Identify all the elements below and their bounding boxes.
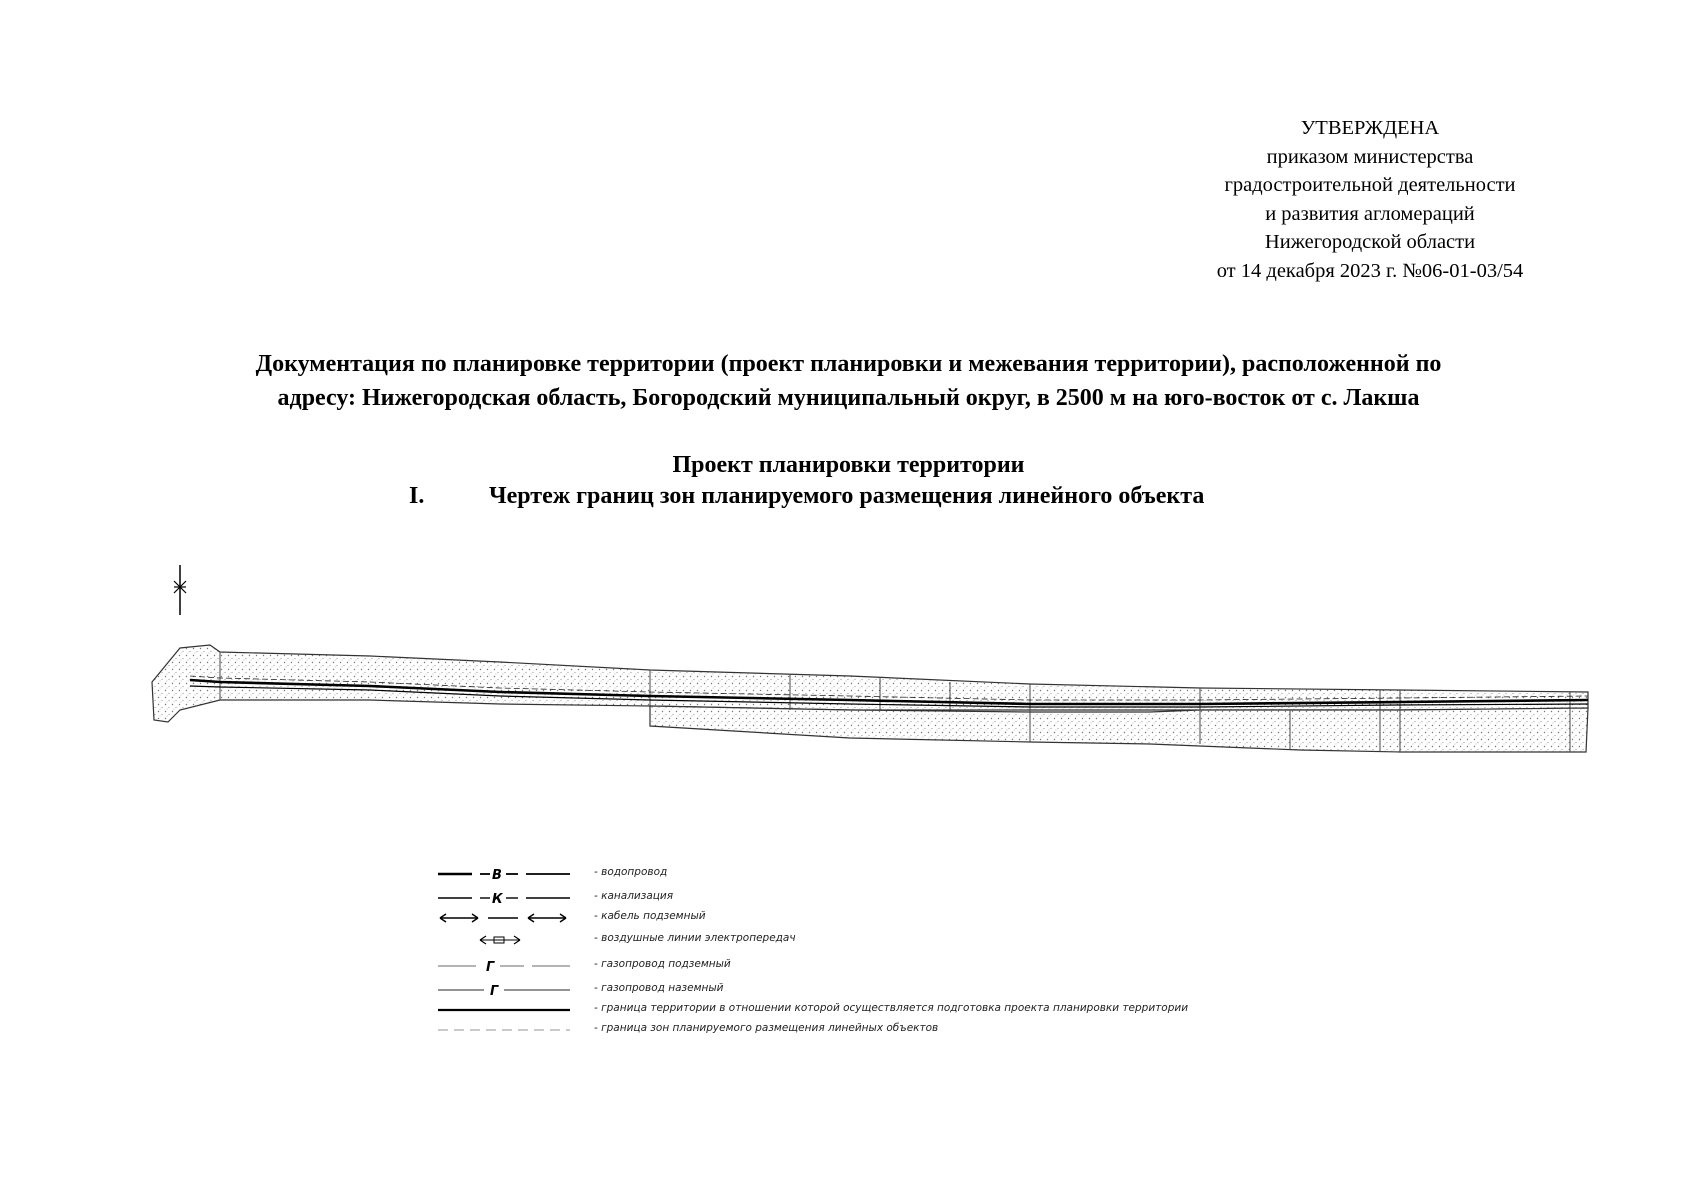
approval-block bbox=[1160, 114, 1580, 285]
surface-gas-pipe-symbol bbox=[436, 978, 571, 1000]
site-plan-drawing bbox=[150, 640, 1590, 758]
overhead-power-line-symbol bbox=[436, 928, 571, 950]
territory-zone-lower bbox=[650, 706, 1588, 752]
legend-item-overhead-power-line bbox=[436, 928, 1336, 950]
water-pipe-symbol bbox=[436, 862, 571, 884]
legend-label: - водопровод bbox=[594, 866, 668, 878]
legend-label: - газопровод подземный bbox=[594, 958, 731, 970]
approval-date-number: от 14 декабря 2023 г. №06-01-03/54 bbox=[1216, 259, 1524, 282]
planning-territory-boundary-symbol bbox=[436, 998, 571, 1020]
legend bbox=[436, 862, 1336, 1042]
legend-symbol-letter: Г bbox=[490, 984, 499, 999]
legend-symbol-letter: Г bbox=[486, 960, 495, 975]
legend-item-underground-cable bbox=[436, 906, 1336, 928]
document-title-line-2: адресу: Нижегородская область, Богородский муниципальный округ, в 2500 м на юго-восток от с. Лакша bbox=[277, 385, 1420, 411]
legend-item-surface-gas-pipe bbox=[436, 978, 1336, 1000]
underground-cable-symbol bbox=[436, 906, 571, 928]
sewer-symbol bbox=[436, 886, 571, 908]
approval-line: Нижегородской области bbox=[1264, 231, 1476, 253]
legend-symbol-letter: К bbox=[492, 892, 503, 907]
legend-label: - граница территории в отношении которой осуществляется подготовка проекта планировки территории bbox=[594, 1002, 1189, 1014]
legend-label: - газопровод наземный bbox=[594, 982, 724, 994]
legend-symbol-letter: В bbox=[492, 868, 502, 883]
section-title: Чертеж границ зон планируемого размещения линейного объекта bbox=[489, 483, 1205, 509]
approval-line: и развития агломераций bbox=[1265, 202, 1475, 225]
legend-label: - кабель подземный bbox=[594, 910, 706, 922]
legend-item-sewer bbox=[436, 886, 1336, 908]
legend-item-planning-territory-boundary bbox=[436, 998, 1336, 1020]
legend-label: - воздушные линии электропередач bbox=[594, 932, 796, 944]
document-title bbox=[60, 347, 1637, 415]
linear-object-zone-boundary-symbol bbox=[436, 1018, 571, 1040]
legend-item-linear-object-zone-boundary bbox=[436, 1018, 1336, 1040]
legend-label: - канализация bbox=[594, 890, 674, 902]
section-number: I. bbox=[409, 483, 425, 509]
document-subtitle: Проект планировки территории bbox=[672, 452, 1025, 478]
approval-line: приказом министерства bbox=[1266, 145, 1474, 168]
legend-item-water-pipe bbox=[436, 862, 1336, 884]
document-title-line-1: Документация по планировке территории (проект планировки и межевания территории), расположенной по bbox=[255, 351, 1442, 377]
approval-line: градостроительной деятельности bbox=[1224, 174, 1516, 196]
underground-gas-pipe-symbol bbox=[436, 954, 571, 976]
approval-heading: УТВЕРЖДЕНА bbox=[1300, 117, 1440, 139]
legend-label: - граница зон планируемого размещения линейных объектов bbox=[594, 1022, 939, 1034]
legend-item-underground-gas-pipe bbox=[436, 954, 1336, 976]
north-arrow-icon bbox=[168, 565, 192, 615]
